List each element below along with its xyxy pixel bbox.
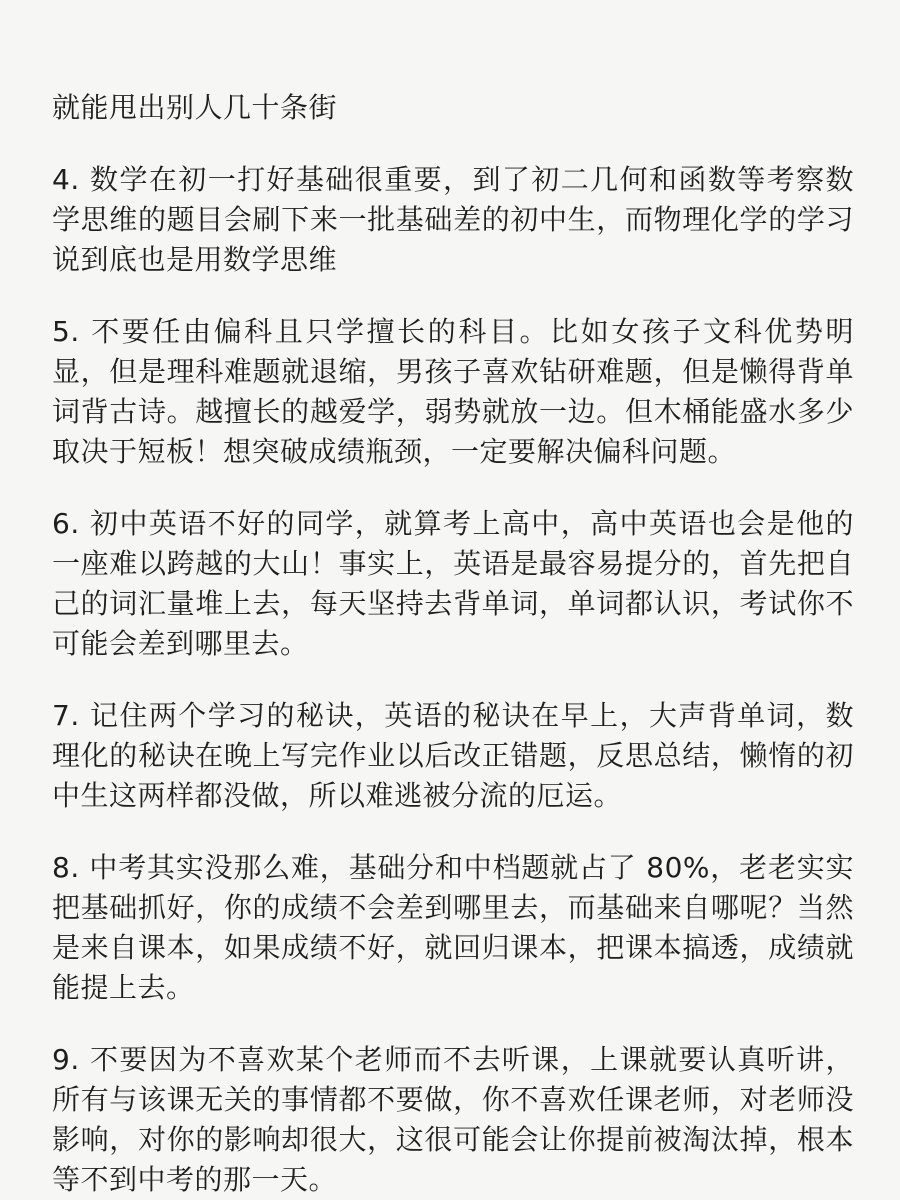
tip-item-8: 8. 中考其实没那么难，基础分和中档题就占了 80%，老老实实把基础抓好，你的成绩不会差到哪里去，而基础来自哪呢？当然是来自课本，如果成绩不好，就回归课本，把课本搞透，成绩就能提上去。 — [52, 851, 854, 1004]
tip-item-7: 7. 记住两个学习的秘诀，英语的秘诀在早上，大声背单词，数理化的秘诀在晚上写完作业以后改正错题，反思总结，懒惰的初中生这两样都没做，所以难逃被分流的厄运。 — [52, 699, 854, 812]
tip-item-9: 9. 不要因为不喜欢某个老师而不去听课，上课就要认真听讲，所有与该课无关的事情都不要做，你不喜欢任课老师，对老师没影响，对你的影响却很大，这很可能会让你提前被淘汰掉，根本等不到中考的那一天。 — [52, 1043, 854, 1196]
tip-item-6: 6. 初中英语不好的同学，就算考上高中，高中英语也会是他的一座难以跨越的大山！事实上，英语是最容易提分的，首先把自己的词汇量堆上去，每天坚持去背单词，单词都认识，考试你不可能会差到哪里去。 — [52, 507, 854, 660]
lead-paragraph: 就能甩出别人几十条街 — [52, 91, 338, 124]
tip-item-5: 5. 不要任由偏科且只学擅长的科目。比如女孩子文科优势明显，但是理科难题就退缩，男孩子喜欢钻研难题，但是懒得背单词背古诗。越擅长的越爱学，弱势就放一边。但木桶能盛水多少取决于短板！想突破成绩瓶颈，一定要解决偏科问题。 — [52, 315, 854, 468]
tip-item-4: 4. 数学在初一打好基础很重要，到了初二几何和函数等考察数学思维的题目会刷下来一批基础差的初中生，而物理化学的学习说到底也是用数学思维 — [52, 163, 854, 276]
